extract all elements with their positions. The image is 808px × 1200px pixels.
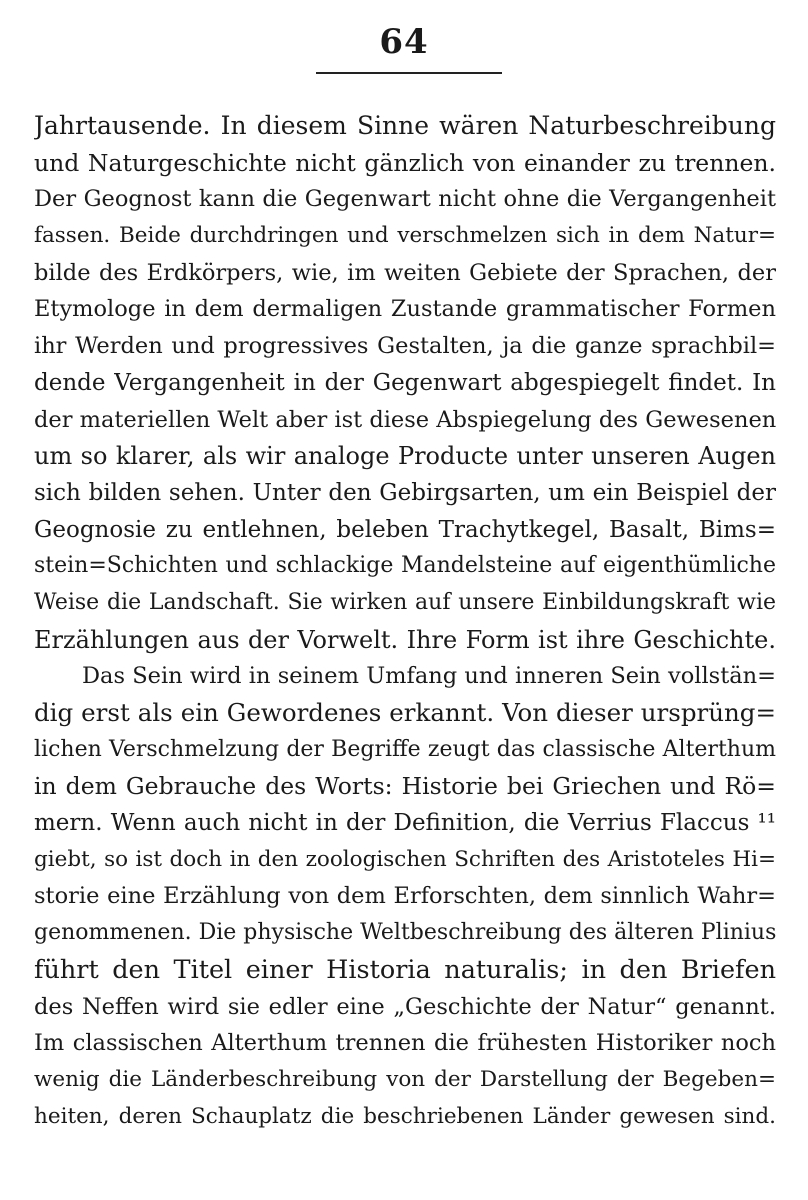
text-line: ihr Werden und progressives Gestalten, ja die ganze sprachbil=	[34, 333, 776, 360]
text-line: Weise die Landschaft. Sie wirken auf unsere Einbildungskraft wie	[34, 589, 776, 615]
text-line: storie eine Erzählung von dem Erforschten, dem sinnlich Wahr=	[34, 883, 776, 910]
text-line: mern. Wenn auch nicht in der Definition, die Verrius Flaccus ¹¹	[34, 810, 776, 837]
text-line: dig erst als ein Gewordenes erkannt. Von dieser ursprüng=	[34, 698, 776, 727]
header-rule	[316, 72, 502, 74]
text-line: giebt, so ist doch in den zoologischen Schriften des Aristoteles Hi=	[34, 846, 776, 872]
text-line: heiten, deren Schauplatz die beschriebenen Länder gewesen sind.	[34, 1103, 776, 1129]
text-line: Jahrtausende. In diesem Sinne wären Naturbeschreibung	[34, 111, 776, 140]
text-line: in dem Gebrauche des Worts: Historie bei Griechen und Rö=	[34, 772, 776, 801]
text-line: bilde des Erdkörpers, wie, im weiten Gebiete der Sprachen, der	[34, 259, 776, 286]
text-line: des Neffen wird sie edler eine „Geschichte der Natur“ genannt.	[34, 993, 776, 1020]
text-line: stein=Schichten und schlackige Mandelsteine auf eigenthümliche	[34, 553, 776, 579]
text-line: sich bilden sehen. Unter den Gebirgsarten, um ein Beispiel der	[34, 479, 776, 506]
text-line: Geognosie zu entlehnen, beleben Trachytkegel, Basalt, Bims=	[34, 516, 776, 543]
text-line: genommenen. Die physische Weltbeschreibung des älteren Plinius	[34, 920, 776, 946]
text-line: dende Vergangenheit in der Gegenwart abgespiegelt findet. In	[34, 369, 776, 396]
text-line: wenig die Länderbeschreibung von der Darstellung der Begeben=	[34, 1066, 776, 1092]
text-line: Erzählungen aus der Vorwelt. Ihre Form ist ihre Geschichte.	[34, 625, 776, 654]
text-line: und Naturgeschichte nicht gänzlich von einander zu trennen.	[34, 148, 776, 177]
page-number: 64	[379, 22, 429, 62]
text-line: Im classischen Alterthum trennen die frühesten Historiker noch	[34, 1030, 776, 1057]
text-line: führt den Titel einer Historia naturalis; in den Briefen	[34, 954, 776, 985]
text-line: um so klarer, als wir analoge Producte unter unseren Augen	[34, 442, 776, 471]
paragraph-start-line: Das Sein wird in seinem Umfang und inneren Sein vollstän=	[82, 663, 776, 690]
text-line: der materiellen Welt aber ist diese Abspiegelung des Gewesenen	[34, 406, 776, 433]
text-line: fassen. Beide durchdringen und verschmelzen sich in dem Natur=	[34, 223, 776, 249]
text-line: Etymologe in dem dermaligen Zustande grammatischer Formen	[34, 296, 776, 323]
text-line: lichen Verschmelzung der Begriffe zeugt das classische Alterthum	[34, 736, 776, 762]
text-line: Der Geognost kann die Gegenwart nicht ohne die Vergangenheit	[34, 186, 776, 213]
body-text	[34, 108, 776, 1135]
